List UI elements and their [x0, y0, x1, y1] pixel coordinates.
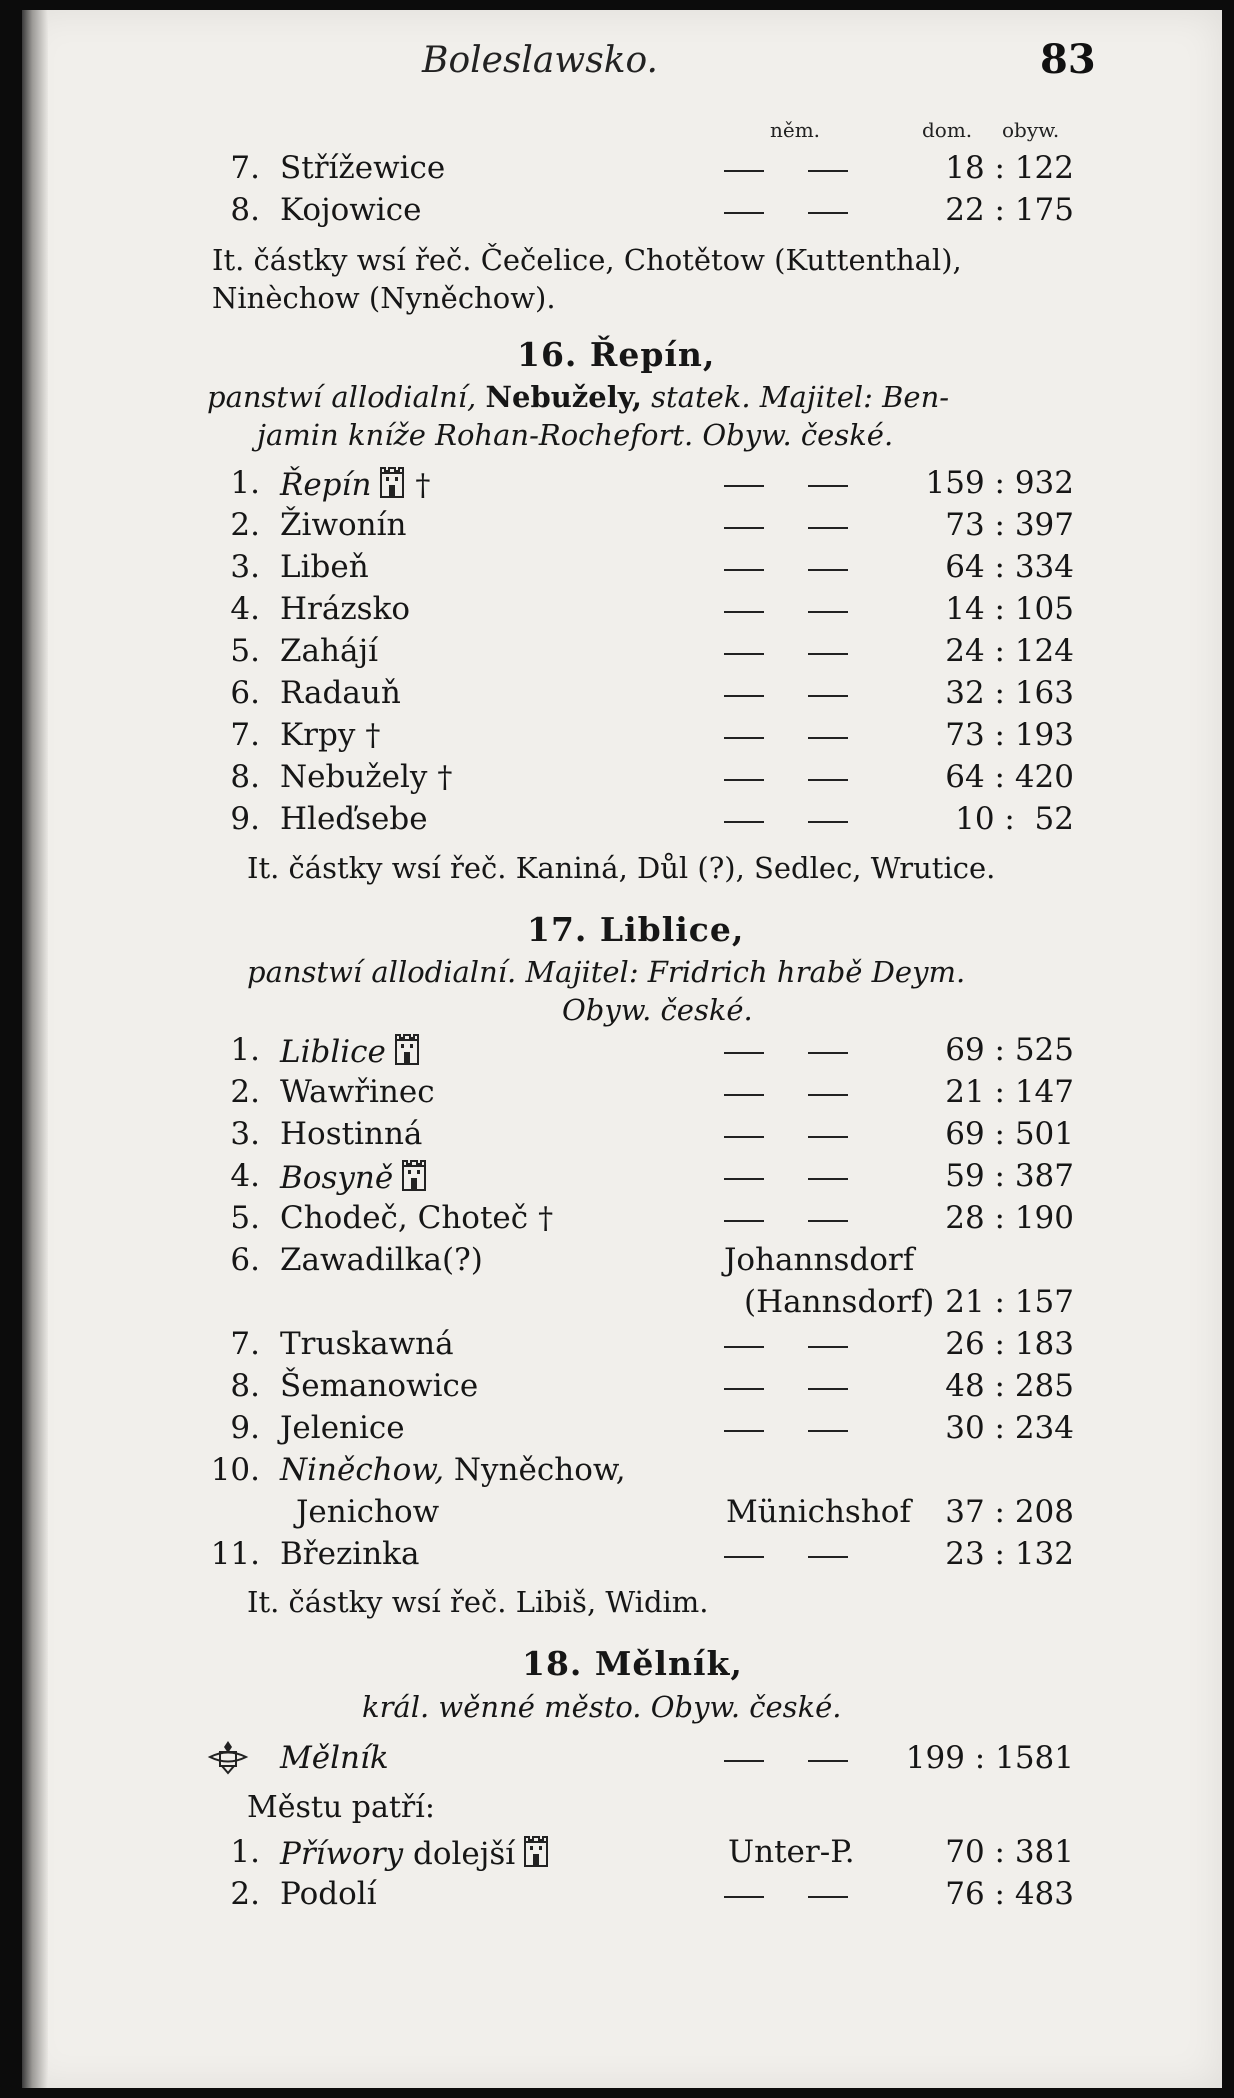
- column-header-nem: něm.: [770, 118, 821, 142]
- ditto-dash: [808, 1094, 848, 1096]
- ditto-dash: [724, 1220, 764, 1222]
- ditto-dash: [808, 1760, 848, 1762]
- ditto-dash: [808, 695, 848, 697]
- item-number: 10.: [210, 1452, 260, 1488]
- place-name: Kojowice: [280, 192, 422, 228]
- place-name: [280, 1834, 549, 1872]
- ditto-dash: [808, 212, 848, 214]
- castle-icon: [379, 465, 405, 499]
- ditto-dash: [808, 1556, 848, 1558]
- place-name: Jenichow: [296, 1494, 440, 1530]
- place-name: Truskawná: [280, 1326, 454, 1362]
- ditto-dash: [808, 653, 848, 655]
- ditto-dash: [808, 611, 848, 613]
- house-population-count: 69 : 501: [945, 1116, 1074, 1152]
- ditto-dash: [724, 485, 764, 487]
- place-name: Jelenice: [280, 1410, 405, 1446]
- place-name: Hleďsebe: [280, 801, 428, 837]
- house-population-count: 199 : 1581: [905, 1740, 1074, 1776]
- ditto-dash: [808, 485, 848, 487]
- house-population-count: 14 : 105: [945, 591, 1074, 627]
- place-name: Šemanowice: [280, 1368, 479, 1404]
- ditto-dash: [724, 737, 764, 739]
- note-text: It. částky wsí řeč. Kaniná, Důl (?), Sedlec, Wrutice.: [247, 851, 996, 885]
- place-name: [280, 1032, 420, 1070]
- section-description: jamin kníže Rohan-Rochefort. Obyw. české.: [257, 418, 894, 452]
- place-name: Radauň: [280, 675, 401, 711]
- item-number: 9.: [230, 1410, 260, 1446]
- house-population-count: 64 : 334: [945, 549, 1074, 585]
- house-population-count: 30 : 234: [945, 1410, 1074, 1446]
- place-name-text: Řepín: [280, 467, 372, 503]
- ditto-dash: [724, 821, 764, 823]
- place-name-text: Nyněchow,: [444, 1452, 626, 1488]
- running-head-title: Boleslawsko.: [422, 40, 658, 81]
- house-population-count: 32 : 163: [945, 675, 1074, 711]
- section-heading: 18. Mělník,: [522, 1644, 743, 1683]
- item-number: 6.: [230, 1242, 260, 1278]
- church-cross-icon: †: [437, 760, 453, 795]
- item-number: 5.: [230, 633, 260, 669]
- german-name: (Hannsdorf): [744, 1284, 935, 1320]
- item-number: 8.: [230, 1368, 260, 1404]
- german-name: Unter-P.: [728, 1834, 855, 1870]
- item-number: 5.: [230, 1200, 260, 1236]
- place-name-text: Nebužely: [280, 759, 428, 795]
- ditto-dash: [724, 1346, 764, 1348]
- place-name-text: Liblice: [280, 1034, 386, 1070]
- section-heading: 17. Liblice,: [527, 910, 745, 949]
- place-name: Libeň: [280, 549, 369, 585]
- item-number: 4.: [230, 1158, 260, 1194]
- house-population-count: 37 : 208: [945, 1494, 1074, 1530]
- ditto-dash: [808, 1896, 848, 1898]
- ditto-dash: [808, 1178, 848, 1180]
- ditto-dash: [724, 1896, 764, 1898]
- item-number: 2.: [230, 1876, 260, 1912]
- ditto-dash: [808, 1136, 848, 1138]
- item-number: 1.: [230, 1834, 260, 1870]
- house-population-count: 18 : 122: [945, 150, 1074, 186]
- item-number: 6.: [230, 675, 260, 711]
- german-name: Münichshof: [726, 1494, 911, 1530]
- place-name-text: Chodeč, Choteč: [280, 1200, 529, 1236]
- ditto-dash: [724, 1388, 764, 1390]
- ditto-dash: [808, 779, 848, 781]
- page-number: 83: [1040, 36, 1096, 83]
- ditto-dash: [808, 1388, 848, 1390]
- ditto-dash: [808, 737, 848, 739]
- ditto-dash: [808, 1220, 848, 1222]
- church-cross-icon: †: [538, 1201, 554, 1236]
- place-name: [280, 1452, 626, 1488]
- german-name: Johannsdorf: [724, 1242, 915, 1278]
- item-number: 7.: [230, 717, 260, 753]
- place-name: [280, 759, 452, 795]
- note-text: It. částky wsí řeč. Čečelice, Chotětow (Kuttenthal),: [212, 243, 962, 277]
- item-number: 2.: [230, 507, 260, 543]
- ditto-dash: [724, 1760, 764, 1762]
- ditto-dash: [724, 569, 764, 571]
- church-cross-icon: †: [365, 718, 381, 753]
- house-population-count: 159 : 932: [925, 465, 1074, 501]
- house-population-count: 48 : 285: [945, 1368, 1074, 1404]
- house-population-count: 64 : 420: [945, 759, 1074, 795]
- section-description: [207, 380, 949, 414]
- place-name-text: Bosyně: [280, 1160, 394, 1196]
- house-population-count: 70 : 381: [945, 1834, 1074, 1870]
- item-number: 1.: [230, 1032, 260, 1068]
- ditto-dash: [808, 1346, 848, 1348]
- place-name-italic: Niněchow,: [280, 1452, 445, 1488]
- place-name: [280, 465, 430, 503]
- place-name: Wawřinec: [280, 1074, 435, 1110]
- castle-icon: [394, 1032, 420, 1066]
- item-number: 9.: [230, 801, 260, 837]
- note-text: It. částky wsí řeč. Libiš, Widim.: [247, 1585, 709, 1619]
- church-cross-icon: †: [415, 468, 431, 503]
- castle-icon: [401, 1158, 427, 1192]
- place-name-text: Krpy: [280, 717, 356, 753]
- item-number: 3.: [230, 549, 260, 585]
- place-name: Březinka: [280, 1536, 420, 1572]
- place-name: [280, 1740, 389, 1776]
- house-population-count: 22 : 175: [945, 192, 1074, 228]
- ditto-dash: [724, 170, 764, 172]
- ditto-dash: [724, 212, 764, 214]
- ditto-dash: [808, 821, 848, 823]
- ditto-dash: [724, 611, 764, 613]
- item-number: 7.: [230, 150, 260, 186]
- house-population-count: 23 : 132: [945, 1536, 1074, 1572]
- column-header-dom: dom.: [922, 118, 973, 142]
- house-population-count: 69 : 525: [945, 1032, 1074, 1068]
- desc-part-bold: Nebužely,: [485, 380, 642, 414]
- ditto-dash: [724, 1052, 764, 1054]
- page-content: [22, 10, 1222, 2088]
- place-name: Střížewice: [280, 150, 446, 186]
- section-description: panstwí allodialní. Majitel: Fridrich hrabě Deym.: [247, 955, 966, 989]
- place-name: Hostinná: [280, 1116, 423, 1152]
- place-name: [280, 1158, 427, 1196]
- place-name-italic: Příwory: [280, 1836, 404, 1872]
- house-population-count: 28 : 190: [945, 1200, 1074, 1236]
- place-name-text: dolejší: [403, 1836, 516, 1872]
- ditto-dash: [724, 1094, 764, 1096]
- place-name: Podolí: [280, 1876, 377, 1912]
- ditto-dash: [808, 569, 848, 571]
- item-number: 2.: [230, 1074, 260, 1110]
- house-population-count: 73 : 193: [945, 717, 1074, 753]
- ditto-dash: [808, 1430, 848, 1432]
- ditto-dash: [724, 1430, 764, 1432]
- ditto-dash: [808, 527, 848, 529]
- note-text: Ninèchow (Nyněchow).: [212, 281, 556, 315]
- house-population-count: 21 : 147: [945, 1074, 1074, 1110]
- section-heading: 16. Řepín,: [517, 335, 716, 374]
- section-description: Obyw. české.: [562, 993, 753, 1027]
- column-header-obyw: obyw.: [1002, 118, 1060, 142]
- place-name: [280, 1200, 553, 1236]
- desc-part: statek. Majitel: Ben-: [651, 380, 950, 414]
- item-number: 11.: [210, 1536, 260, 1572]
- house-population-count: 73 : 397: [945, 507, 1074, 543]
- town-crest-icon: [206, 1738, 250, 1776]
- item-number: 4.: [230, 591, 260, 627]
- place-name: Zahájí: [280, 633, 378, 669]
- castle-icon: [523, 1834, 549, 1868]
- house-population-count: 24 : 124: [945, 633, 1074, 669]
- house-population-count: 59 : 387: [945, 1158, 1074, 1194]
- item-number: 3.: [230, 1116, 260, 1152]
- place-name: Hrázsko: [280, 591, 411, 627]
- place-name: Zawadilka(?): [280, 1242, 483, 1278]
- ditto-dash: [724, 1136, 764, 1138]
- item-number: 7.: [230, 1326, 260, 1362]
- item-number: 8.: [230, 759, 260, 795]
- place-name: Žiwonín: [280, 507, 407, 543]
- place-name: [280, 717, 380, 753]
- subheading: Městu patří:: [247, 1790, 435, 1825]
- ditto-dash: [724, 695, 764, 697]
- ditto-dash: [724, 1178, 764, 1180]
- book-page: [22, 10, 1222, 2088]
- section-description: král. wěnné město. Obyw. české.: [362, 1690, 842, 1724]
- house-population-count: 26 : 183: [945, 1326, 1074, 1362]
- ditto-dash: [724, 779, 764, 781]
- item-number: 1.: [230, 465, 260, 501]
- ditto-dash: [724, 1556, 764, 1558]
- ditto-dash: [808, 1052, 848, 1054]
- place-name-text: Mělník: [280, 1740, 389, 1776]
- ditto-dash: [724, 653, 764, 655]
- ditto-dash: [724, 527, 764, 529]
- item-number: 8.: [230, 192, 260, 228]
- ditto-dash: [808, 170, 848, 172]
- house-population-count: 10 : 52: [955, 801, 1074, 837]
- desc-part: panstwí allodialní,: [207, 380, 477, 414]
- house-population-count: 76 : 483: [945, 1876, 1074, 1912]
- house-population-count: 21 : 157: [945, 1284, 1074, 1320]
